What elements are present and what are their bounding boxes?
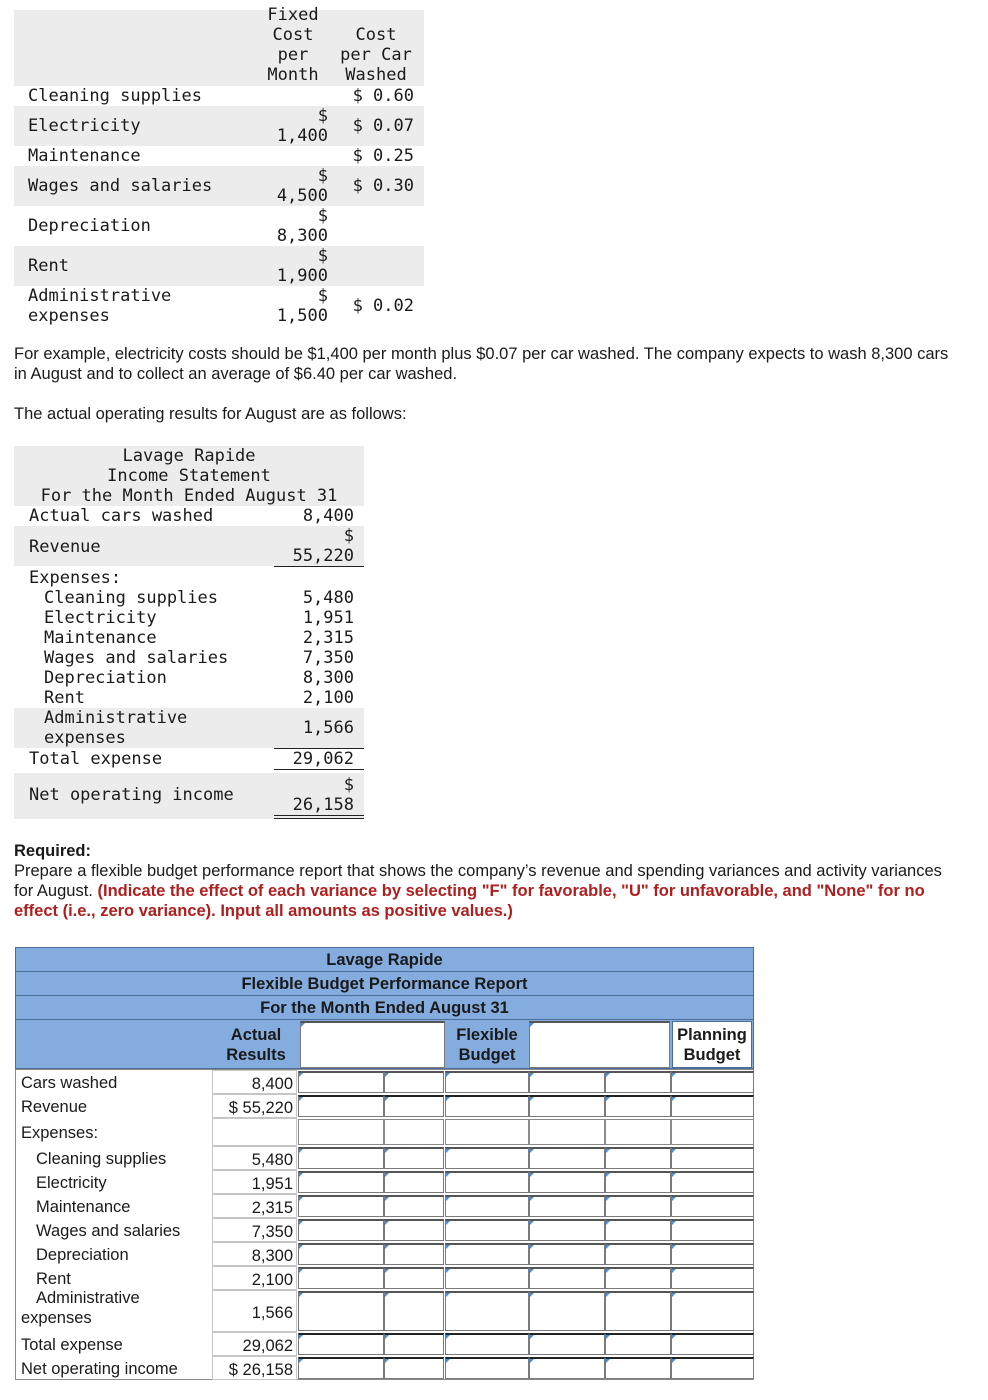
spending-variance-input[interactable] (298, 1357, 384, 1379)
table-row (16, 1094, 753, 1118)
spending-variance-input[interactable] (298, 1147, 384, 1169)
row-label: Cleaning supplies (36, 1150, 167, 1168)
spending-variance-input[interactable] (298, 1333, 384, 1355)
row-label: Electricity (36, 1174, 107, 1192)
activity-fu-select[interactable] (605, 1071, 671, 1093)
underline (274, 769, 364, 770)
flexible-budget-input[interactable] (445, 1171, 529, 1193)
table-row (16, 1170, 753, 1194)
activity-fu-select[interactable] (605, 1195, 671, 1217)
actual-value: $ 26,158 (228, 1361, 293, 1379)
activity-fu-select[interactable] (605, 1147, 671, 1169)
row-label-line: expenses (21, 1309, 92, 1327)
activity-variance-input[interactable] (529, 1333, 605, 1355)
table-row (16, 1146, 753, 1170)
is-row-admin: Administrative expenses 1,566 (14, 708, 364, 748)
activity-variance-input[interactable] (529, 1291, 605, 1331)
actual-results-cell (212, 1070, 297, 1094)
spending-fu-select[interactable] (384, 1171, 444, 1193)
cost-row: Rent $ 1,900 (14, 246, 424, 286)
actual-value: 8,300 (251, 1247, 293, 1265)
row-label-line: Administrative (36, 1289, 140, 1307)
actual-results-cell (212, 1194, 297, 1218)
is-row-cars: Actual cars washed 8,400 (29, 506, 354, 526)
activity-fu-select[interactable] (605, 1243, 671, 1265)
report-subtitle: Flexible Budget Performance Report (15, 971, 754, 996)
empty-cell (529, 1119, 605, 1145)
actual-value: 2,315 (251, 1199, 293, 1217)
spending-variance-input[interactable] (298, 1095, 384, 1117)
spending-fu-select[interactable] (384, 1071, 444, 1093)
actual-results-cell (212, 1290, 297, 1332)
activity-variance-input[interactable] (529, 1071, 605, 1093)
col-planning-budget: Planning Budget (672, 1021, 752, 1068)
activity-variance-input[interactable] (529, 1357, 605, 1379)
spending-fu-select[interactable] (384, 1147, 444, 1169)
actual-value: 7,350 (251, 1223, 293, 1241)
double-underline (274, 818, 364, 819)
activity-fu-select[interactable] (605, 1291, 671, 1331)
row-label: Expenses: (21, 1124, 99, 1142)
row-label: Rent (36, 1270, 71, 1288)
report-body (15, 1069, 754, 1380)
is-expenses-block: Cleaning supplies 5,480 Electricity 1,951 Maintenance 2,315 Wages and salaries 7,350 Depreciation 8,300 Rent 2,100 (44, 588, 354, 708)
planning-budget-input[interactable] (671, 1071, 754, 1093)
cost-row: Cleaning supplies $ 0.60 (28, 86, 414, 106)
flexible-budget-input[interactable] (445, 1267, 529, 1289)
empty-cell (384, 1119, 444, 1145)
actual-value: 1,566 (251, 1304, 293, 1322)
cost-row: Electricity $ 1,400 $ 0.07 (14, 106, 424, 146)
activity-variance-input[interactable] (529, 1243, 605, 1265)
spending-variance-input[interactable] (298, 1219, 384, 1241)
actual-results-cell (212, 1266, 297, 1290)
spending-variance-input[interactable] (298, 1291, 384, 1331)
required-heading: Required: (14, 842, 92, 860)
planning-budget-input[interactable] (671, 1357, 754, 1379)
activity-variance-input[interactable] (529, 1219, 605, 1241)
spending-variance-input[interactable] (298, 1267, 384, 1289)
actual-results-cell (212, 1094, 297, 1118)
row-label: Maintenance (36, 1198, 131, 1216)
row-label: Total expense (21, 1336, 123, 1354)
planning-budget-input[interactable] (671, 1243, 754, 1265)
activity-variance-input[interactable] (529, 1195, 605, 1217)
activity-fu-select[interactable] (605, 1267, 671, 1289)
activity-fu-select[interactable] (605, 1333, 671, 1355)
row-label: Net operating income (21, 1360, 178, 1378)
planning-budget-input[interactable] (671, 1195, 754, 1217)
spending-fu-select[interactable] (384, 1333, 444, 1355)
empty-cell (298, 1119, 384, 1145)
flexible-budget-input[interactable] (445, 1219, 529, 1241)
actual-results-cell (212, 1242, 297, 1266)
variable-cost-header: Cost per Car Washed (340, 25, 412, 85)
activity-variance-header-input[interactable] (529, 1021, 670, 1068)
required-red-note: (Indicate the effect of each variance by selecting "F" for favorable, "U" for unfavorable, and "None" for no effect (i.e., zero variance). Input all amounts as positive values.) (14, 882, 925, 920)
planning-budget-input[interactable] (671, 1095, 754, 1117)
report-period: For the Month Ended August 31 (15, 995, 754, 1020)
cost-row: Maintenance $ 0.25 (28, 146, 414, 166)
double-underline (274, 815, 364, 816)
table-row (16, 1194, 753, 1218)
flexible-budget-report (15, 947, 754, 1380)
spending-variance-input[interactable] (298, 1071, 384, 1093)
fixed-cost-header: Fixed Cost per Month (267, 5, 319, 85)
spending-fu-select[interactable] (384, 1291, 444, 1331)
row-label (21, 1288, 140, 1328)
spending-fu-select[interactable] (384, 1357, 444, 1379)
actual-value: 5,480 (251, 1151, 293, 1169)
spending-fu-select[interactable] (384, 1219, 444, 1241)
report-title: Lavage Rapide (15, 947, 754, 972)
cost-row: Depreciation $ 8,300 (28, 206, 328, 246)
table-row (16, 1242, 753, 1266)
empty-cell (605, 1119, 671, 1145)
table-row (16, 1332, 753, 1356)
table-row (16, 1290, 753, 1332)
activity-fu-select[interactable] (605, 1219, 671, 1241)
example-paragraph: For example, electricity costs should be $1,400 per month plus $0.07 per car washed. The company expects to wash 8,300 cars in August and to collect an average of $6.40 per car washed. (14, 345, 949, 383)
flexible-budget-input[interactable] (445, 1095, 529, 1117)
spending-variance-input[interactable] (298, 1171, 384, 1193)
actual-value: 29,062 (242, 1337, 293, 1355)
planning-budget-input[interactable] (671, 1147, 754, 1169)
flexible-budget-input[interactable] (445, 1291, 529, 1331)
row-label: Wages and salaries (36, 1222, 181, 1240)
cost-table-header (14, 5, 424, 86)
table-row (16, 1070, 753, 1094)
flexible-budget-input[interactable] (445, 1357, 529, 1379)
actual-value: 1,951 (251, 1175, 293, 1193)
planning-budget-input[interactable] (671, 1219, 754, 1241)
actual-value: 8,400 (251, 1075, 293, 1093)
activity-fu-select[interactable] (605, 1357, 671, 1379)
table-row (16, 1118, 753, 1146)
flexible-budget-input[interactable] (445, 1071, 529, 1093)
row-label: Cars washed (21, 1074, 118, 1092)
cost-row: Wages and salaries $ 4,500 $ 0.30 (14, 166, 424, 206)
income-statement-title: Lavage Rapide Income Statement For the Month Ended August 31 (14, 446, 364, 506)
actual-value: $ 55,220 (228, 1099, 293, 1117)
actual-value: 2,100 (251, 1271, 293, 1289)
col-flexible-budget: Flexible Budget (456, 1026, 518, 1064)
actual-results-cell (212, 1170, 297, 1194)
planning-budget-input[interactable] (671, 1171, 754, 1193)
activity-fu-select[interactable] (605, 1171, 671, 1193)
activity-variance-input[interactable] (529, 1147, 605, 1169)
is-row-revenue: Revenue $ 55,220 (14, 526, 364, 566)
flexible-budget-input[interactable] (445, 1195, 529, 1217)
activity-variance-input[interactable] (529, 1095, 605, 1117)
spending-fu-select[interactable] (384, 1195, 444, 1217)
flexible-budget-input[interactable] (445, 1243, 529, 1265)
actual-results-cell (212, 1218, 297, 1242)
actual-intro-paragraph: The actual operating results for August are as follows: (14, 405, 407, 423)
actual-results-cell (212, 1146, 297, 1170)
flexible-budget-input[interactable] (445, 1147, 529, 1169)
variance-header-input[interactable] (300, 1021, 445, 1068)
required-instructions: Prepare a flexible budget performance report that shows the company’s revenue and spending variances and activity variances for August. (Indicate the effect of each variance by selecting "F" for favorable, "U" for unfavorable, and "None" for no effect (i.e., zero variance). Input all amounts as positive values.) (14, 862, 942, 920)
underline (274, 566, 364, 567)
is-row-expenses-label: Expenses: (29, 568, 122, 588)
spending-variance-input[interactable] (298, 1243, 384, 1265)
empty-cell (671, 1119, 754, 1145)
spending-fu-select[interactable] (384, 1243, 444, 1265)
col-actual-results: Actual Results (226, 1026, 286, 1064)
actual-results-cell (212, 1332, 297, 1356)
spending-variance-input[interactable] (298, 1195, 384, 1217)
planning-budget-input[interactable] (671, 1267, 754, 1289)
row-label: Revenue (21, 1098, 88, 1116)
row-label: Depreciation (36, 1246, 129, 1264)
activity-variance-input[interactable] (529, 1267, 605, 1289)
table-row (16, 1218, 753, 1242)
is-row-noi: Net operating income $ 26,158 (14, 773, 364, 819)
table-row (16, 1356, 753, 1380)
planning-budget-input[interactable] (671, 1333, 754, 1355)
activity-fu-select[interactable] (605, 1095, 671, 1117)
empty-cell (445, 1119, 529, 1145)
planning-budget-input[interactable] (671, 1291, 754, 1331)
spending-fu-select[interactable] (384, 1267, 444, 1289)
actual-results-cell (212, 1356, 297, 1380)
actual-results-cell (212, 1118, 297, 1146)
table-row (16, 1266, 753, 1290)
flexible-budget-input[interactable] (445, 1333, 529, 1355)
is-row-total: Total expense 29,062 (14, 749, 364, 769)
spending-fu-select[interactable] (384, 1095, 444, 1117)
cost-row: Administrative expenses $ 1,500 $ 0.02 (28, 286, 414, 326)
activity-variance-input[interactable] (529, 1171, 605, 1193)
